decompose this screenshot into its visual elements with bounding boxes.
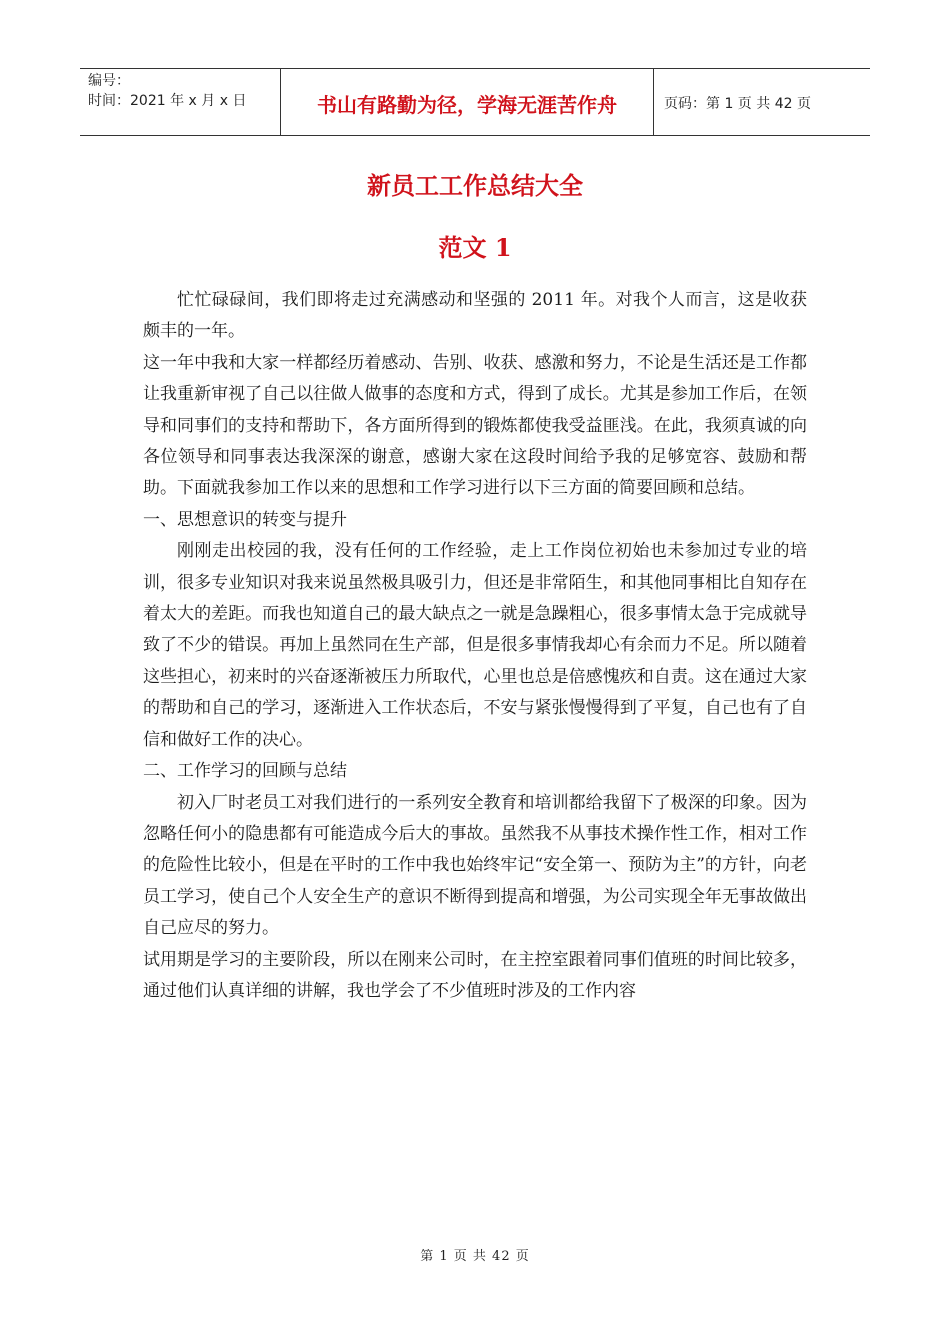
document-time-label: 时间：2021 年 x 月 x 日 [88,93,247,109]
document-number-label: 编号： [88,73,130,89]
header-table [80,68,870,136]
body-paragraph: 忙忙碌碌间，我们即将走过充满感动和坚强的 2011 年。对我个人而言，这是收获颇丰的一年。 [143,290,807,342]
body-paragraph: 这一年中我和大家一样都经历着感动、告别、收获、感激和努力，不论是生活还是工作都让我重新审视了自己以往做人做事的态度和方式，得到了成长。尤其是参加工作后，在领导和同事们的支持和帮助下，各方面所得到的锻炼都使我受益匪浅。在此，我须真诚的向各位领导和同事表达我深深的谢意，感谢大家在这段时间给予我的足够宽容、鼓励和帮助。下面就我参加工作以来的思想和工作学习进行以下三方面的简要回顾和总结。 [143,352,807,499]
document-subtitle: 范文 1 [438,233,512,262]
document-title: 新员工工作总结大全 [367,171,583,200]
section-heading: 二、工作学习的回顾与总结 [143,761,347,782]
body-paragraph: 刚刚走出校园的我，没有任何的工作经验，走上工作岗位初始也未参加过专业的培训，很多专业知识对我来说虽然极具吸引力，但还是非常陌生，和其他同事相比自知存在着太大的差距。而我也知道自己的最大缺点之一就是急躁粗心，很多事情太急于完成就导致了不少的错误。再加上虽然同在生产部，但是很多事情我却心有余而力不足。所以随着这些担心，初来时的兴奋逐渐被压力所取代，心里也总是倍感愧疚和自责。这在通过大家的帮助和自己的学习，逐渐进入工作状态后，不安与紧张慢慢得到了平复，自己也有了自信和做好工作的决心。 [143,541,807,750]
document-body [143,285,807,1007]
header-motto: 书山有路勤为径，学海无涯苦作舟 [281,69,654,135]
header-page-info: 页码：第 1 页 共 42 页 [664,96,811,112]
header-meta-cell [80,69,281,135]
body-paragraph: 试用期是学习的主要阶段，所以在刚来公司时，在主控室跟着同事们值班的时间比较多，通过他们认真详细的讲解，我也学会了不少值班时涉及的工作内容 [143,949,807,1001]
section-heading: 一、思想意识的转变与提升 [143,509,347,530]
page-footer: 第 1 页 共 42 页 [420,1249,530,1264]
body-paragraph: 初入厂时老员工对我们进行的一系列安全教育和培训都给我留下了极深的印象。因为忽略任何小的隐患都有可能造成今后大的事故。虽然我不从事技术操作性工作，相对工作的危险性比较小，但是在平时的工作中我也始终牢记“安全第一、预防为主”的方针，向老员工学习，使自己个人安全生产的意识不断得到提高和增强，为公司实现全年无事故做出自己应尽的努力。 [143,792,807,939]
